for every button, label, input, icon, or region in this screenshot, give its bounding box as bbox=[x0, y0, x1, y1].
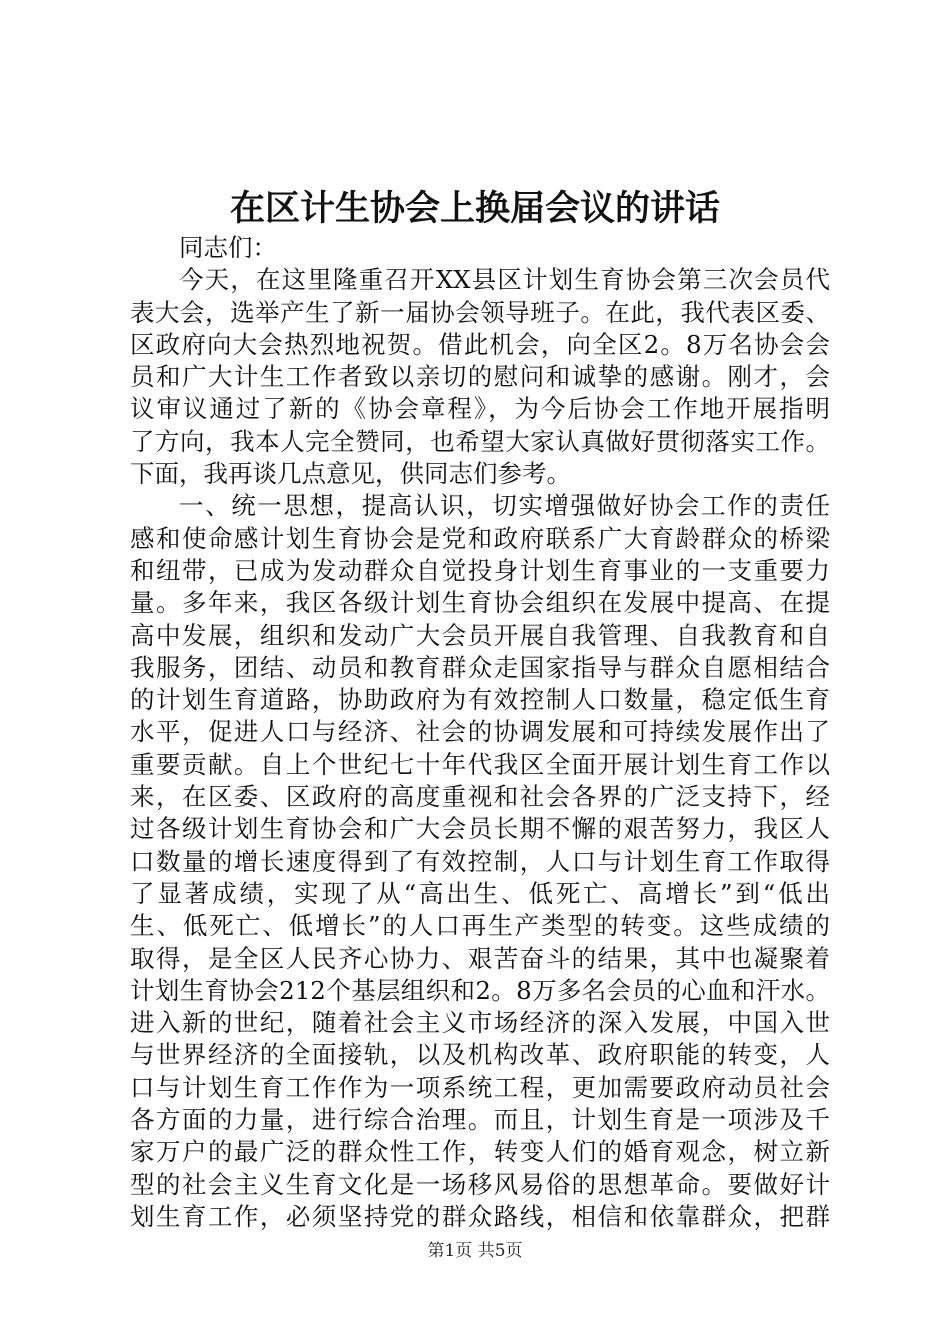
body-line: 计划生育协会212个基层组织和2。8万多名会员的心血和汗水。 bbox=[130, 975, 830, 1005]
body-line: 来，在区委、区政府的高度重视和社会各界的广泛支持下，经 bbox=[130, 782, 830, 812]
body-line: 生、低死亡、低增长”的人口再生产类型的转变。这些成绩的 bbox=[130, 911, 830, 941]
body-line: 家万户的最广泛的群众性工作，转变人们的婚育观念，树立新 bbox=[130, 1137, 830, 1167]
salutation-line: 同志们： bbox=[179, 233, 277, 262]
body-line: 了显著成绩，实现了从“高出生、低死亡、高增长”到“低出 bbox=[130, 878, 830, 908]
body-line: 型的社会主义生育文化是一场移风易俗的思想革命。要做好计 bbox=[130, 1169, 830, 1199]
body-line: 议审议通过了新的《协会章程》，为今后协会工作地开展指明 bbox=[130, 394, 830, 424]
body-line: 一、统一思想，提高认识，切实增强做好协会工作的责任 bbox=[179, 491, 830, 521]
body-line: 量。多年来，我区各级计划生育协会组织在发展中提高、在提 bbox=[130, 588, 830, 618]
body-line: 划生育工作，必须坚持党的群众路线，相信和依靠群众，把群 bbox=[130, 1201, 830, 1231]
body-line: 了方向，我本人完全赞同，也希望大家认真做好贯彻落实工作。 bbox=[130, 426, 830, 456]
body-line: 下面，我再谈几点意见，供同志们参考。 bbox=[130, 459, 571, 489]
body-line: 员和广大计生工作者致以亲切的慰问和诚挚的感谢。刚才，会 bbox=[130, 362, 830, 392]
body-line: 各方面的力量，进行综合治理。而且，计划生育是一项涉及千 bbox=[130, 1105, 830, 1135]
body-line: 和纽带，已成为发动群众自觉投身计划生育事业的一支重要力 bbox=[130, 555, 830, 585]
body-line: 感和使命感计划生育协会是党和政府联系广大育龄群众的桥梁 bbox=[130, 523, 830, 553]
page-footer-indicator: 第1页 共5页 bbox=[427, 1241, 523, 1261]
body-line: 取得，是全区人民齐心协力、艰苦奋斗的结果，其中也凝聚着 bbox=[130, 943, 830, 973]
body-line: 进入新的世纪，随着社会主义市场经济的深入发展，中国入世 bbox=[130, 1008, 830, 1038]
body-line: 口与计划生育工作作为一项系统工程，更加需要政府动员社会 bbox=[130, 1072, 830, 1102]
document-title: 在区计生协会上换届会议的讲话 bbox=[229, 188, 720, 229]
body-line: 表大会，选举产生了新一届协会领导班子。在此，我代表区委、 bbox=[130, 297, 830, 327]
body-line: 高中发展，组织和发动广大会员开展自我管理、自我教育和自 bbox=[130, 620, 830, 650]
body-line: 今天，在这里隆重召开XX县区计划生育协会第三次会员代 bbox=[179, 265, 830, 295]
body-line: 区政府向大会热烈地祝贺。借此机会，向全区2。8万名协会会 bbox=[130, 329, 830, 359]
body-line: 水平，促进人口与经济、社会的协调发展和可持续发展作出了 bbox=[130, 717, 830, 747]
document-body bbox=[130, 232, 830, 1233]
body-line: 重要贡献。自上个世纪七十年代我区全面开展计划生育工作以 bbox=[130, 749, 830, 779]
body-line: 过各级计划生育协会和广大会员长期不懈的艰苦努力，我区人 bbox=[130, 814, 830, 844]
body-line: 的计划生育道路，协助政府为有效控制人口数量，稳定低生育 bbox=[130, 685, 830, 715]
body-line: 口数量的增长速度得到了有效控制，人口与计划生育工作取得 bbox=[130, 846, 830, 876]
body-line: 与世界经济的全面接轨，以及机构改革、政府职能的转变，人 bbox=[130, 1040, 830, 1070]
body-line: 我服务，团结、动员和教育群众走国家指导与群众自愿相结合 bbox=[130, 652, 830, 682]
